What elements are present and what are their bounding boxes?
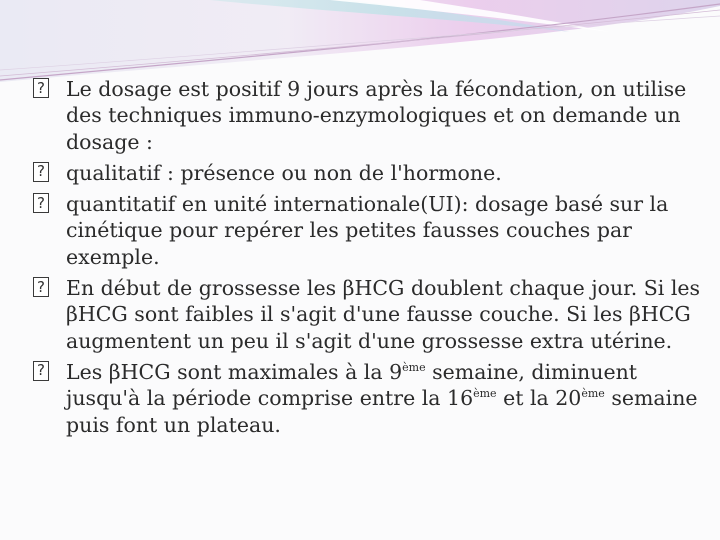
bullet-item-debut-grossesse — [33, 275, 705, 354]
superscript-ordinal: ème — [402, 361, 426, 375]
superscript-ordinal: ème — [581, 387, 605, 401]
bullet-text: qualitatif : présence ou non de l'hormone. — [66, 160, 502, 185]
bullet-item-qualitatif — [33, 160, 705, 186]
bullet-text: semaine, diminuent jusqu'à la période comprise entre la 16 — [66, 359, 638, 411]
missing-glyph-bullet-icon: ? — [33, 162, 49, 182]
bullet-text: Le dosage est positif 9 jours après la fécondation, on utilise des techniques immuno-enzymologiques et on demande un dosage : — [66, 77, 687, 154]
superscript-ordinal: ème — [473, 387, 497, 401]
missing-glyph-bullet-icon: ? — [33, 361, 49, 381]
bullet-list — [33, 76, 705, 443]
bullet-text: En début de grossesse les βHCG doublent chaque jour. Si les βHCG sont faibles il s'agit d'une fausse couche. Si les βHCG augmentent un peu il s'agit d'une grossesse extra utérine. — [66, 276, 701, 353]
missing-glyph-bullet-icon: ? — [33, 277, 49, 297]
bullet-item-dosage-positif — [33, 76, 705, 155]
bullet-text: Les βHCG sont maximales à la 9 — [66, 359, 403, 384]
bullet-text: et la 20 — [496, 386, 582, 411]
missing-glyph-bullet-icon: ? — [33, 193, 49, 213]
bullet-text: quantitatif en unité internationale(UI): dosage basé sur la cinétique pour repérer les petites fausses couches par exemple. — [66, 192, 669, 269]
bullet-item-quantitatif — [33, 191, 705, 270]
bullet-item-bhcg-maximales — [33, 359, 705, 438]
missing-glyph-bullet-icon: ? — [33, 78, 49, 98]
bullet-text: semaine puis font un plateau. — [66, 386, 698, 437]
